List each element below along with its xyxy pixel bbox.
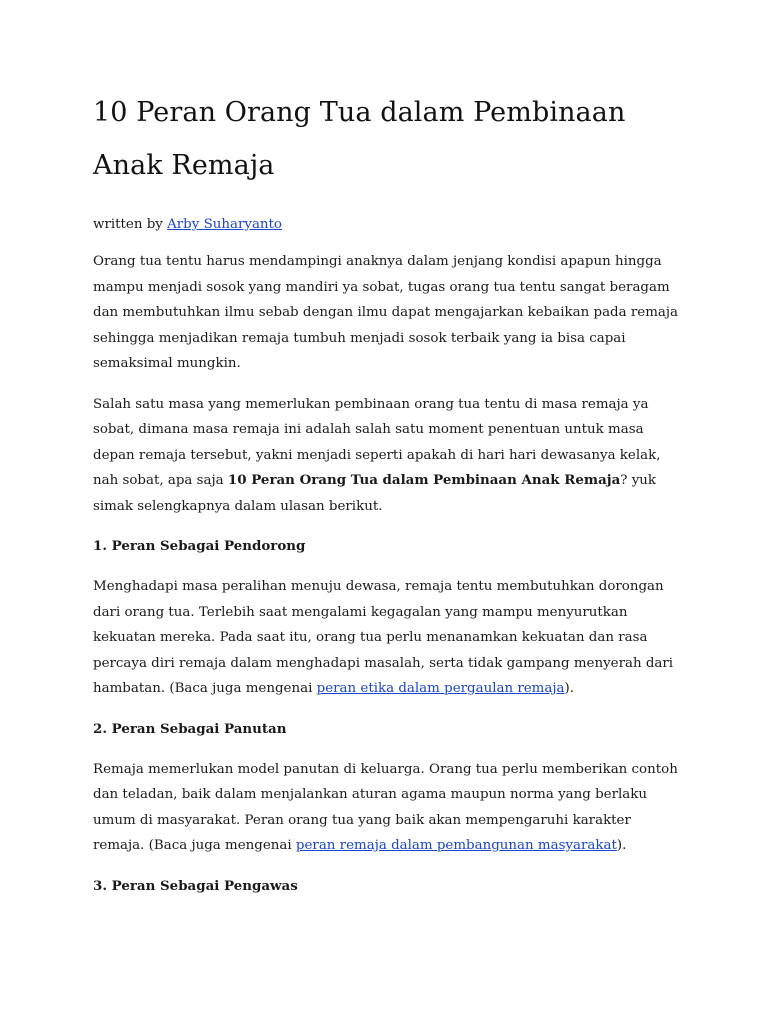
intro2-text-before: Salah satu masa yang memerlukan pembinaan orang tua tentu di masa remaja ya sobat, dimana masa remaja ini adalah salah satu moment penentuan untuk masa depan remaja tersebut, yakni menjadi seperti apakah di hari hari dewasanya kelak, nah sobat, apa saja <box>93 396 661 488</box>
section-heading-2: 2. Peran Sebagai Panutan <box>93 720 287 737</box>
section-heading-3: 3. Peran Sebagai Pengawas <box>93 877 298 894</box>
section-body-2 <box>93 757 680 859</box>
section-2-text-after: ). <box>616 838 627 853</box>
byline-prefix: written by <box>93 217 168 232</box>
author-link[interactable]: Arby Suharyanto <box>167 217 282 232</box>
intro2-text-after: ? yuk simak selengkapnya dalam ulasan berikut. <box>93 473 657 514</box>
section-heading-1: 1. Peran Sebagai Pendorong <box>93 538 306 554</box>
section-1-related-link[interactable]: peran etika dalam pergaulan remaja <box>316 681 565 696</box>
section-body-1 <box>93 574 680 702</box>
section-1-text-after: ). <box>564 681 574 696</box>
section-2-text-before: Remaja memerlukan model panutan di keluarga. Orang tua perlu memberikan contoh dan teladan, baik dalam menjalankan aturan agama maupun norma yang berlaku umum di masyarakat. Peran orang tua yang baik akan mempengaruhi karakter remaja. (Baca juga mengenai <box>93 761 678 853</box>
article-title: 10 Peran Orang Tua dalam Pembinaan Anak Remaja <box>93 97 626 181</box>
section-2-related-link[interactable]: peran remaja dalam pembangunan masyarakat <box>295 838 617 853</box>
intro2-paragraph <box>93 392 680 520</box>
intro2-bold-title: 10 Peran Orang Tua dalam Pembinaan Anak Remaja <box>227 472 621 488</box>
section-1-text-before: Menghadapi masa peralihan menuju dewasa, remaja tentu membutuhkan dorongan dari orang tua. Terlebih saat mengalami kegagalan yang mampu menyurutkan kekuatan mereka. Pada saat itu, orang tua perlu menanamkan kekuatan dan rasa percaya diri remaja dalam menghadapi masalah, serta tidak gampang menyerah dari hambatan. (Baca juga mengenai <box>93 579 674 696</box>
intro-paragraph: Orang tua tentu harus mendampingi anaknya dalam jenjang kondisi apapun hingga mampu menjadi sosok yang mandiri ya sobat, tugas orang tua tentu sangat beragam dan membutuhkan ilmu sebab dengan ilmu dapat mengajarkan kebaikan pada remaja sehingga menjadikan remaja tumbuh menjadi sosok terbaik yang ia bisa capai semaksimal mungkin. <box>93 254 679 371</box>
byline <box>93 216 680 234</box>
